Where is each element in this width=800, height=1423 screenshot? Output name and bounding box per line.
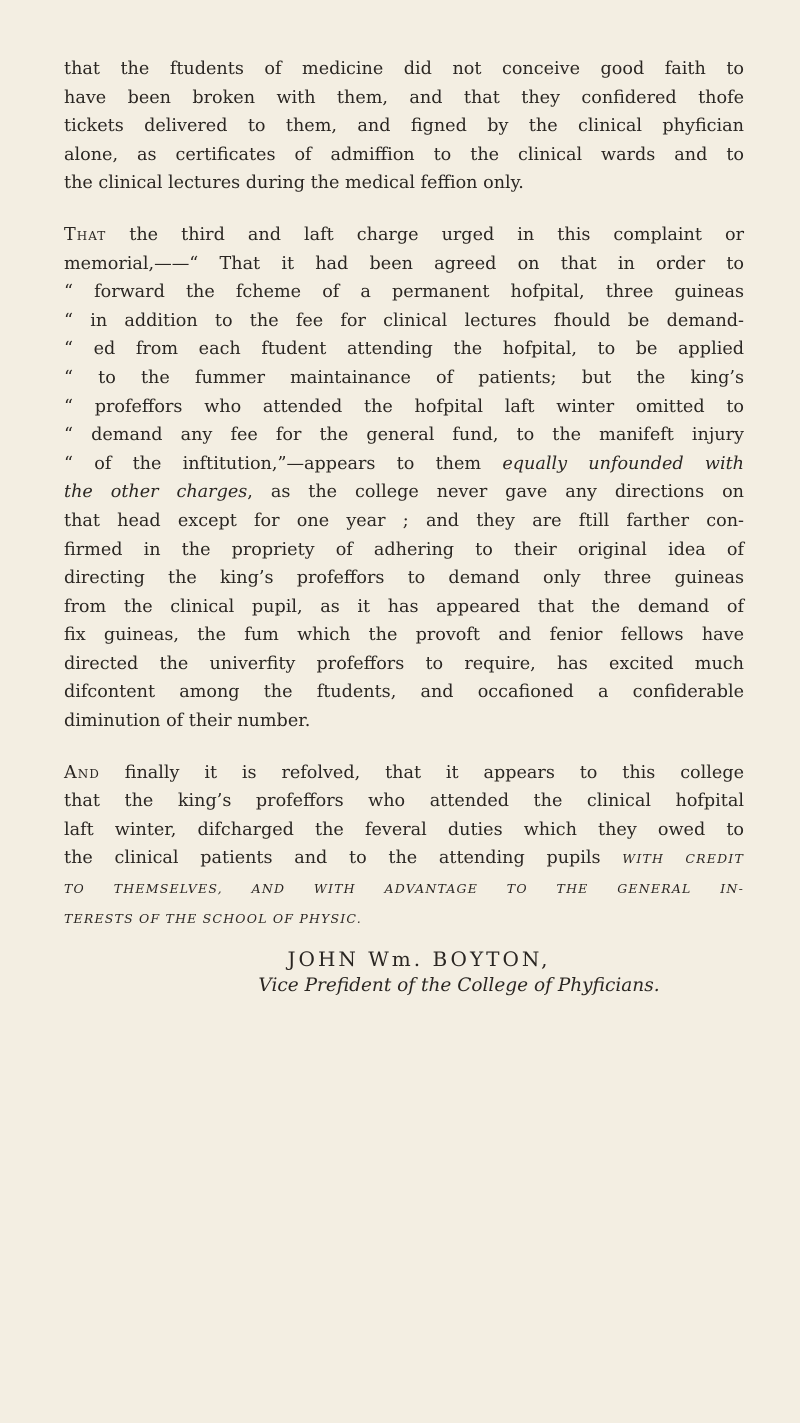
text-line: from the clinical pupil, as it has appeared that the demand of [64,596,744,617]
text-line: laft winter, difcharged the feveral duties which they owed to [64,819,744,840]
text-segment: finally it is refolved, that it appears to this college [99,762,744,783]
text-line [64,759,744,788]
text-line: have been broken with them, and that they confidered thofe [64,87,744,108]
italic-phrase: equally unfounded with [502,453,744,474]
text-line: diminution of their number. [64,711,311,732]
text-line: directing the king’s profeffors to demand only three guineas [64,568,744,589]
paragraph-lead-word: And [64,762,100,783]
text-line [64,450,744,479]
signature-name: JOHN Wm. BOYTON, [287,947,551,972]
text-line: fix guineas, the fum which the provoft and fenior fellows have [64,625,744,646]
paragraph-2 [64,221,744,736]
text-line: that the ftudents of medicine did not conceive good faith to [64,59,744,79]
paragraph-1 [64,55,744,198]
text-line: difcontent among the ftudents, and occafioned a confiderable [64,682,744,703]
text-segment: “ of the inftitution,”—appears to them [64,453,503,474]
text-line: that head except for one year ; and they are ftill farther con- [64,510,744,531]
paragraph-3 [64,759,744,934]
text-line: “ ed from each ftudent attending the hofpital, to be applied [64,339,744,360]
text-line: memorial,——“ That it had been agreed on that in order to [64,253,744,274]
text-segment: , as the college never gave any directions on [247,482,744,503]
caps-italic-phrase: TO THEMSELVES, AND WITH ADVANTAGE TO THE GENERAL IN- [64,881,744,897]
text-line: “ forward the fcheme of a permanent hofpital, three guineas [64,282,744,303]
text-line [64,874,744,904]
text-segment: the third and laft charge urged in this complaint or [106,224,744,245]
caps-italic-phrase: WITH CREDIT [622,851,744,867]
document-page [64,55,744,996]
text-line: “ demand any fee for the general fund, to the manifeft injury [64,425,744,446]
text-line [64,904,744,934]
text-line: the clinical lectures during the medical feffion only. [64,173,524,194]
paragraph-lead-word: That [64,224,107,245]
text-line: tickets delivered to them, and figned by the clinical phyfician [64,116,744,137]
text-line [64,221,744,250]
caps-italic-phrase: TERESTS OF THE SCHOOL OF PHYSIC. [64,910,362,926]
text-line [64,844,744,874]
italic-phrase: the other charges [64,482,248,503]
text-segment: the clinical patients and to the attending pupils [64,848,623,869]
signature-title: Vice Prefident of the College of Phyficians. [258,975,660,997]
text-line: that the king’s profeffors who attended the clinical hofpital [64,791,744,812]
text-line [64,478,744,507]
text-line: alone, as certificates of admiffion to the clinical wards and to [64,144,744,165]
text-line: directed the univerfity profeffors to require, has excited much [64,653,744,674]
text-line: “ in addition to the fee for clinical lectures fhould be demand- [64,310,744,331]
text-line: “ profeffors who attended the hofpital laft winter omitted to [64,396,744,417]
text-line: firmed in the propriety of adhering to their original idea of [64,539,744,560]
text-line: “ to the fummer maintainance of patients; but the king’s [64,367,744,388]
